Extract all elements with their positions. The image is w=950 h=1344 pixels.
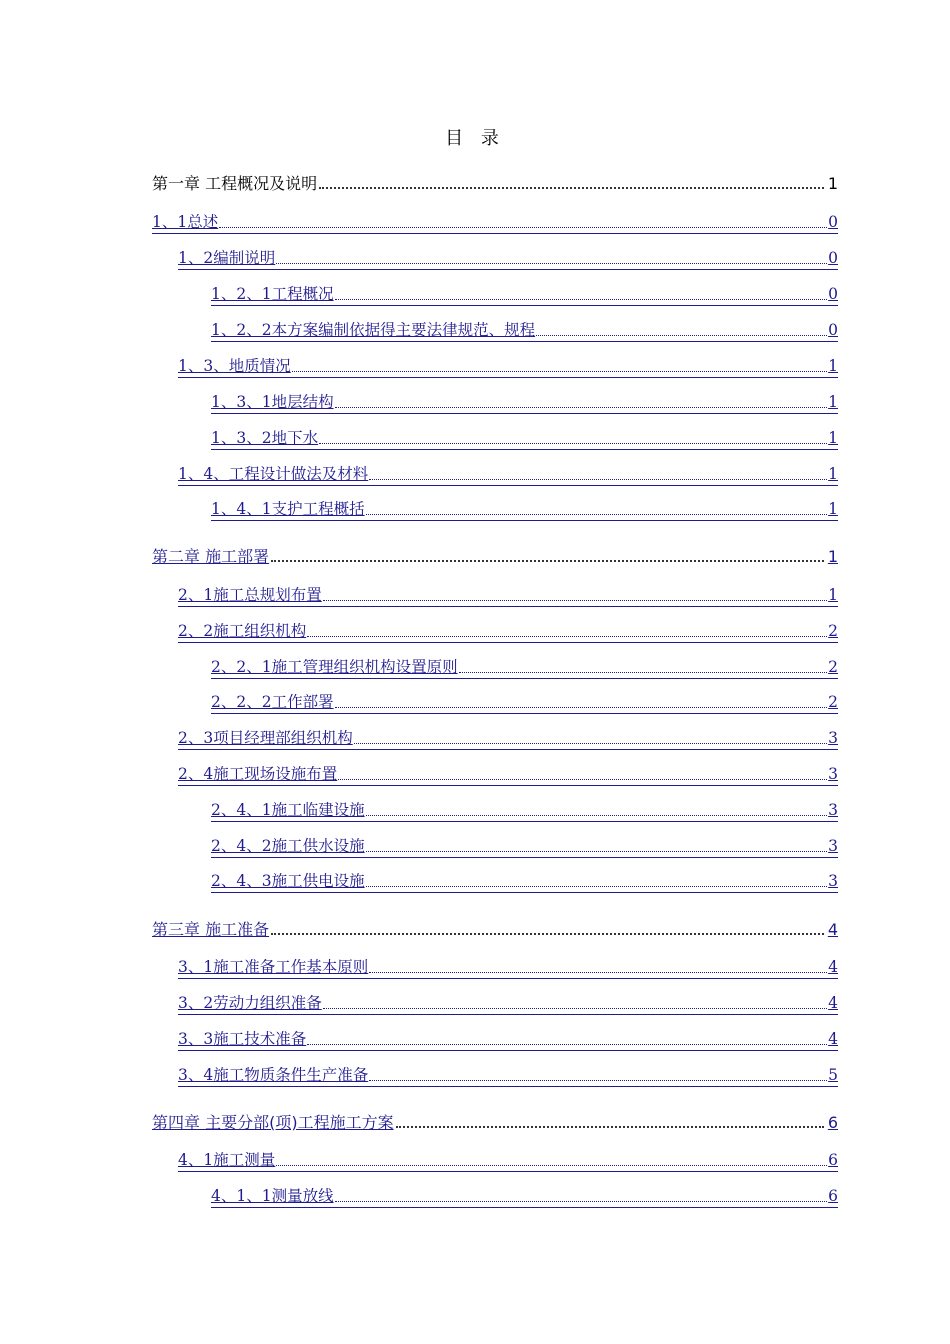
toc-entry-label: 3、3施工技术准备 (178, 1030, 307, 1048)
toc-entry[interactable] (178, 1149, 838, 1172)
toc-entry[interactable] (178, 992, 838, 1015)
toc-entry-label: 3、2劳动力组织准备 (178, 994, 322, 1012)
toc-dot-leader (323, 1007, 827, 1009)
toc-entry[interactable] (178, 620, 838, 643)
toc-page-number: 0 (828, 249, 838, 267)
toc-dot-leader (271, 931, 824, 935)
toc-dot-leader (366, 814, 828, 816)
toc-entry[interactable] (211, 283, 838, 306)
toc-page-number: 6 (828, 1151, 838, 1169)
toc-dot-leader (354, 742, 827, 744)
toc-entry-label: 第四章 主要分部(项)工程施工方案 (152, 1113, 394, 1132)
toc-chapter-entry[interactable] (152, 173, 838, 195)
toc-dot-leader (307, 635, 827, 637)
toc-dot-leader (366, 513, 828, 515)
toc-dot-leader (369, 971, 827, 973)
toc-entry-label: 第二章 施工部署 (152, 547, 270, 566)
toc-chapter-entry[interactable] (152, 919, 838, 941)
toc-entry-label: 1、1总述 (152, 213, 219, 231)
toc-entry-label: 2、2、1施工管理组织机构设置原则 (211, 658, 458, 676)
toc-page-number: 1 (828, 500, 838, 518)
toc-dot-leader (335, 406, 828, 408)
toc-dot-leader (276, 1164, 827, 1166)
toc-dot-leader (319, 185, 824, 189)
toc-entry[interactable] (178, 463, 838, 486)
toc-page-number: 1 (827, 547, 838, 566)
toc-page-number: 0 (828, 213, 838, 231)
toc-entry-label: 1、3、1地层结构 (211, 393, 334, 411)
toc-dot-leader (319, 442, 827, 444)
toc-entry-label: 2、1施工总规划布置 (178, 586, 322, 604)
toc-page-number: 2 (828, 622, 838, 640)
toc-page-number: 3 (828, 729, 838, 747)
toc-entry-label: 第一章 工程概况及说明 (152, 174, 318, 193)
toc-entry[interactable] (211, 799, 838, 822)
toc-page-number: 0 (828, 321, 838, 339)
toc-entry-label: 1、2、1工程概况 (211, 285, 334, 303)
toc-page-number: 1 (828, 429, 838, 447)
toc-dot-leader (335, 298, 828, 300)
toc-page-number: 4 (828, 994, 838, 1012)
toc-entry-label: 2、2施工组织机构 (178, 622, 307, 640)
toc-dot-leader (271, 558, 824, 562)
toc-entry[interactable] (211, 427, 838, 450)
toc-dot-leader (323, 599, 827, 601)
toc-dot-leader (396, 1124, 824, 1128)
toc-entry[interactable] (152, 211, 838, 234)
toc-entry[interactable] (178, 584, 838, 607)
toc-dot-leader (369, 1079, 827, 1081)
toc-entry[interactable] (211, 319, 838, 342)
toc-entry-label: 3、1施工准备工作基本原则 (178, 958, 369, 976)
toc-dot-leader (335, 706, 828, 708)
toc-dot-leader (369, 478, 827, 480)
toc-entry[interactable] (178, 1028, 838, 1051)
toc-page-number: 6 (828, 1187, 838, 1205)
toc-dot-leader (219, 226, 827, 228)
toc-entry[interactable] (211, 656, 838, 679)
toc-entry-label: 2、4、3施工供电设施 (211, 872, 365, 890)
toc-chapter-entry[interactable] (152, 1112, 838, 1134)
toc-page-number: 4 (828, 1030, 838, 1048)
toc-page-number: 5 (828, 1066, 838, 1084)
toc-dot-leader (335, 1200, 828, 1202)
toc-entry[interactable] (211, 870, 838, 893)
toc-entry[interactable] (211, 835, 838, 858)
toc-entry[interactable] (211, 1185, 838, 1208)
toc-page-number: 1 (828, 393, 838, 411)
toc-page-number: 3 (828, 801, 838, 819)
toc-entry-label: 3、4施工物质条件生产准备 (178, 1066, 369, 1084)
toc-dot-leader (307, 1043, 827, 1045)
toc-page-number: 4 (827, 920, 838, 939)
toc-entry[interactable] (211, 498, 838, 521)
toc-page-number: 2 (828, 693, 838, 711)
toc-entry-label: 4、1、1测量放线 (211, 1187, 334, 1205)
toc-entry[interactable] (178, 247, 838, 270)
toc-page-number: 3 (828, 837, 838, 855)
toc-entry-label: 第三章 施工准备 (152, 920, 270, 939)
toc-page-number: 6 (827, 1113, 838, 1132)
toc-page-number: 3 (828, 765, 838, 783)
toc-dot-leader (338, 778, 827, 780)
toc-entry-label: 1、2、2本方案编制依据得主要法律规范、规程 (211, 321, 536, 339)
page-title: 目 录 (445, 128, 505, 149)
toc-dot-leader (276, 262, 827, 264)
toc-entry-label: 2、4施工现场设施布置 (178, 765, 338, 783)
toc-entry[interactable] (178, 1064, 838, 1087)
toc-page-number: 2 (828, 658, 838, 676)
toc-dot-leader (366, 885, 828, 887)
toc-entry-label: 1、3、2地下水 (211, 429, 319, 447)
toc-page-number: 1 (828, 357, 838, 375)
toc-entry[interactable] (178, 763, 838, 786)
toc-dot-leader (366, 850, 828, 852)
toc-entry-label: 1、4、1支护工程概括 (211, 500, 365, 518)
toc-page-number: 3 (828, 872, 838, 890)
toc-entry-label: 4、1施工测量 (178, 1151, 276, 1169)
toc-page-number: 1 (828, 465, 838, 483)
toc-page-number: 0 (828, 285, 838, 303)
toc-entry-label: 2、2、2工作部署 (211, 693, 334, 711)
toc-dot-leader (292, 370, 827, 372)
toc-page-number: 4 (828, 958, 838, 976)
toc-entry-label: 2、4、2施工供水设施 (211, 837, 365, 855)
toc-entry[interactable] (211, 691, 838, 714)
toc-page-number: 1 (827, 174, 838, 193)
toc-entry[interactable] (178, 956, 838, 979)
toc-entry[interactable] (178, 727, 838, 750)
toc-entry-label: 1、3、地质情况 (178, 357, 291, 375)
toc-entry-label: 2、4、1施工临建设施 (211, 801, 365, 819)
toc-entry-label: 1、2编制说明 (178, 249, 276, 267)
toc-page-number: 1 (828, 586, 838, 604)
toc-dot-leader (536, 334, 827, 336)
toc-entry-label: 2、3项目经理部组织机构 (178, 729, 353, 747)
toc-chapter-entry[interactable] (152, 546, 838, 568)
toc-entry[interactable] (211, 391, 838, 414)
toc-entry[interactable] (178, 355, 838, 378)
toc-entry-label: 1、4、工程设计做法及材料 (178, 465, 369, 483)
toc-dot-leader (459, 671, 828, 673)
